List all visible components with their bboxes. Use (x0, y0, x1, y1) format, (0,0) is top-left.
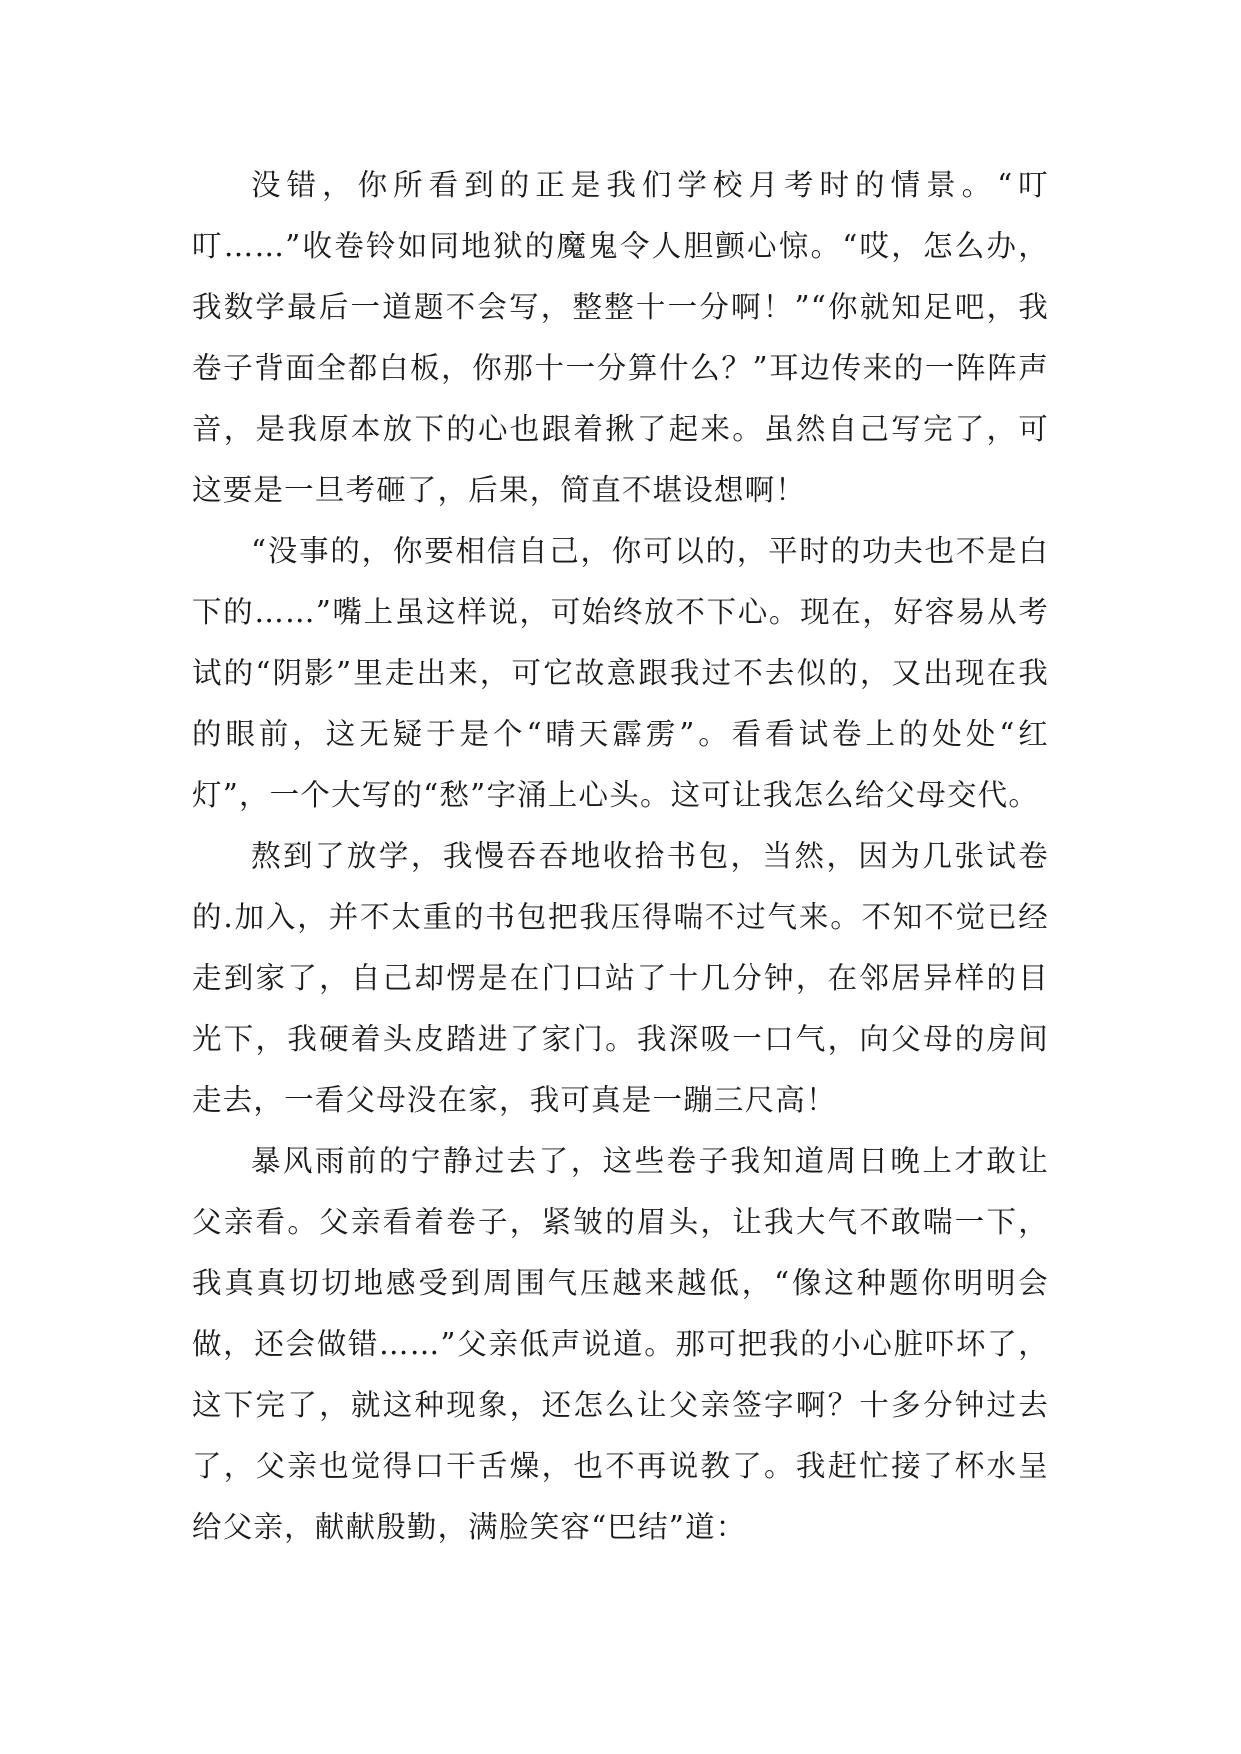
article-body (192, 155, 1049, 1558)
paragraph-1: 没错，你所看到的正是我们学校月考时的情景。“叮叮……”收卷铃如同地狱的魔鬼令人胆颤心惊。“哎，怎么办，我数学最后一道题不会写，整整十一分啊！”“你就知足吧，我卷子背面全都白板，你那十一分算什么？”耳边传来的一阵阵声音，是我原本放下的心也跟着揪了起来。虽然自己写完了，可这要是一旦考砸了，后果，简直不堪设想啊！ (192, 168, 1049, 507)
paragraph-2: “没事的，你要相信自己，你可以的，平时的功夫也不是白下的……”嘴上虽这样说，可始终放不下心。现在，好容易从考试的“阴影”里走出来，可它故意跟我过不去似的，又出现在我的眼前，这无疑于是个“晴天霹雳”。看看试卷上的处处“红灯”，一个大写的“愁”字涌上心头。这可让我怎么给父母交代。 (192, 534, 1049, 812)
paragraph-4: 暴风雨前的宁静过去了，这些卷子我知道周日晚上才敢让父亲看。父亲看着卷子，紧皱的眉头，让我大气不敢喘一下，我真真切切地感受到周围气压越来越低，“像这种题你明明会做，还会做错……”父亲低声说道。那可把我的小心脏吓坏了，这下完了，就这种现象，还怎么让父亲签字啊？十多分钟过去了，父亲也觉得口干舌燥，也不再说教了。我赶忙接了杯水呈给父亲，献献殷勤，满脸笑容“巴结”道： (192, 1144, 1049, 1544)
paragraph-3: 熬到了放学，我慢吞吞地收拾书包，当然，因为几张试卷的.加入，并不太重的书包把我压得喘不过气来。不知不觉已经走到家了，自己却愣是在门口站了十几分钟，在邻居异样的目光下，我硬着头皮踏进了家门。我深吸一口气，向父母的房间走去，一看父母没在家，我可真是一蹦三尺高！ (192, 839, 1049, 1117)
